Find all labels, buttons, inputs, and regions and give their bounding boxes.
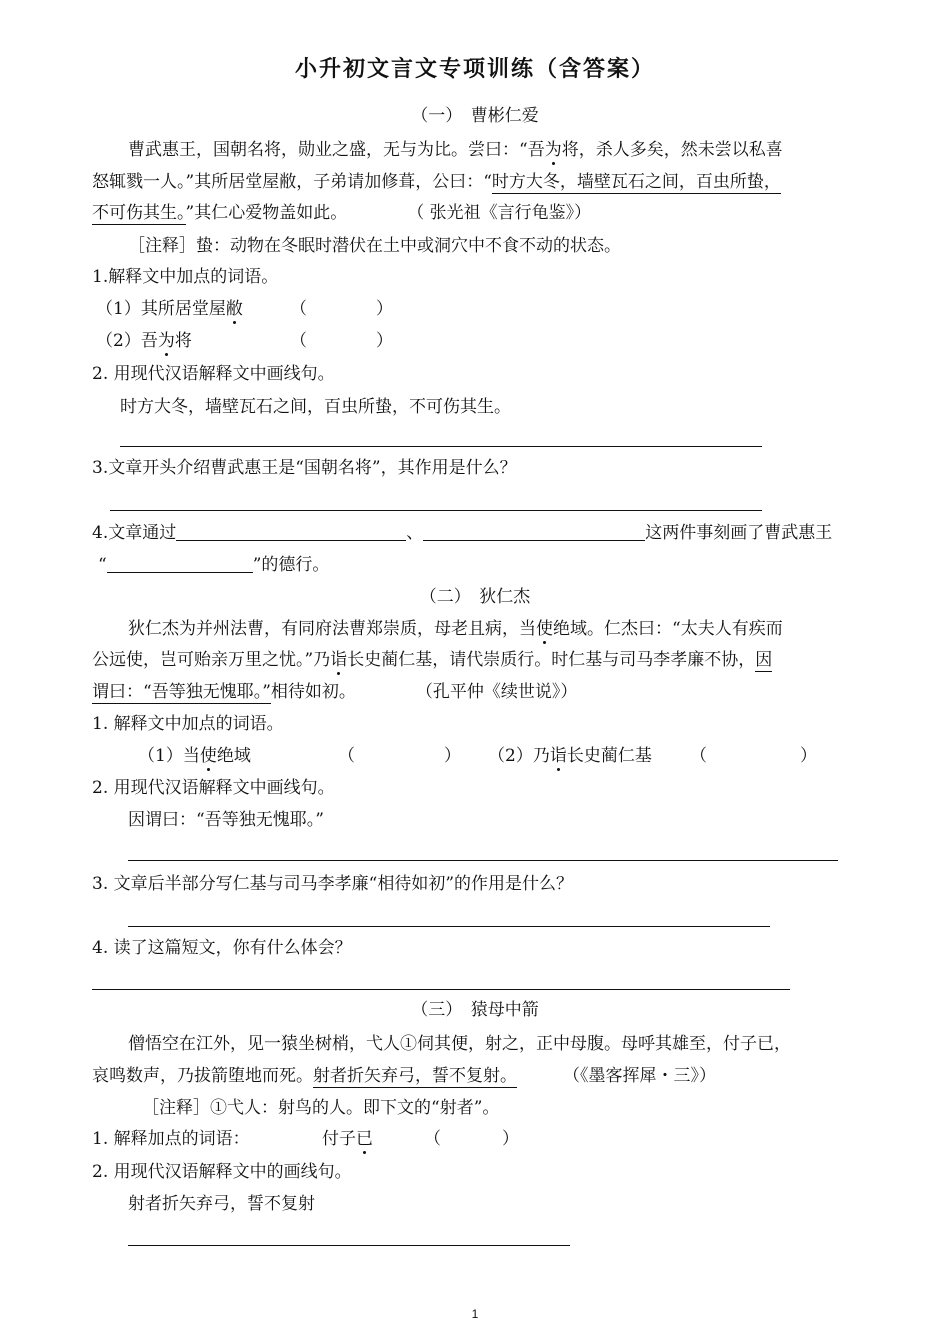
s2-q1-paren-close-1: ）	[444, 746, 461, 766]
underlined-sentence: 因	[755, 650, 773, 670]
s3-passage-line-2: 哀鸣数声，乃拔箭堕地而死。射者折矢弃弓，誓不复射。 （《墨客挥犀・三》）	[92, 1066, 716, 1086]
dotted-char: 敝	[225, 299, 243, 319]
underlined-sentence: 不可伤其生。	[92, 203, 186, 223]
s1-q1-item-2: （2）吾为将	[96, 331, 192, 351]
underlined-sentence: 谓曰：“吾等独无愧耶。”	[92, 682, 271, 702]
s2-q1-item-1: （1）当使绝域	[138, 746, 251, 766]
s1-passage-line-2: 怒辄戮一人。”其所居堂屋敝，子弟请加修葺，公曰：“时方大冬，墙壁瓦石之间，百虫所蛰，	[92, 172, 781, 192]
s2-q2-sentence: 因谓曰：“吾等独无愧耶。”	[128, 810, 324, 830]
answer-line[interactable]	[110, 510, 762, 511]
section-3-heading: （三） 猿母中箭	[411, 1000, 539, 1020]
s1-question-1: 1.解释文中加点的词语。	[92, 267, 279, 287]
source-citation: （《墨客挥犀・三》）	[563, 1066, 716, 1086]
answer-line[interactable]	[128, 926, 770, 927]
s2-q1-paren-close-2: ）	[800, 746, 817, 766]
s1-question-4: 4.文章通过 、 这两件事刻画了曹武惠王	[92, 523, 833, 543]
s3-q1-paren-close: ）	[502, 1129, 519, 1149]
s2-question-2: 2. 用现代汉语解释文中画线句。	[92, 778, 335, 798]
s3-note: ［注释］①弋人：射鸟的人。即下文的“射者”。	[142, 1098, 500, 1118]
section-2-heading: （二） 狄仁杰	[419, 587, 531, 607]
answer-line[interactable]	[128, 1245, 570, 1246]
answer-line[interactable]	[92, 989, 790, 990]
answer-line[interactable]	[128, 860, 838, 861]
s1-q1-paren-close-2: ）	[376, 331, 393, 351]
s3-question-2: 2. 用现代汉语解释文中的画线句。	[92, 1162, 352, 1182]
s1-passage-line-1: 曹武惠王，国朝名将，勋业之盛，无与为比。尝曰：“吾为将，杀人多矣，然未尝以私喜	[128, 140, 783, 160]
dotted-char: 使	[199, 746, 217, 766]
s3-q1-word: 付子已	[322, 1129, 373, 1149]
source-citation: （ 张光祖《言行龟鉴》）	[407, 203, 592, 223]
s2-q1-paren-open-2: （	[690, 746, 707, 766]
dotted-char: 为	[157, 331, 175, 351]
page-title: 小升初文言文专项训练（含答案）	[294, 57, 655, 82]
source-citation: （孔平仲《续世说》）	[415, 682, 578, 702]
s2-question-4: 4. 读了这篇短文，你有什么体会？	[92, 938, 352, 958]
dotted-char: 使	[536, 619, 553, 639]
s1-question-3: 3.文章开头介绍曹武惠王是“国朝名将”，其作用是什么？	[92, 458, 517, 478]
dotted-char: 已	[356, 1129, 373, 1149]
s2-passage-line-1: 狄仁杰为并州法曹，有同府法曹郑崇质，母老且病，当使绝域。仁杰曰：“太夫人有疾而	[128, 619, 783, 639]
page-number: 1	[471, 1307, 479, 1321]
s2-passage-line-2: 公远使，岂可贻亲万里之忧。”乃诣长史蔺仁基，请代崇质行。时仁基与司马李孝廉不协，因	[92, 650, 773, 670]
answer-line[interactable]	[120, 446, 762, 447]
s2-passage-line-3: 谓曰：“吾等独无愧耶。”相待如初。 （孔平仲《续世说》）	[92, 682, 578, 702]
s3-q2-sentence: 射者折矢弃弓，誓不复射	[128, 1194, 315, 1214]
s2-question-1: 1. 解释文中加点的词语。	[92, 714, 284, 734]
s2-q1-paren-open-1: （	[338, 746, 355, 766]
dotted-char: 诣	[549, 746, 567, 766]
s2-q1-item-2: （2）乃诣长史蔺仁基	[488, 746, 652, 766]
s1-passage-line-3: 不可伤其生。”其仁心爱物盖如此。 （ 张光祖《言行龟鉴》）	[92, 203, 592, 223]
answer-blank[interactable]	[107, 554, 253, 573]
s1-q1-item-1: （1）其所居堂屋敝	[96, 299, 243, 319]
s1-q2-sentence: 时方大冬，墙壁瓦石之间，百虫所蛰，不可伤其生。	[120, 397, 511, 417]
s1-question-4-cont: “ ”的德行。	[98, 555, 330, 575]
answer-blank[interactable]	[423, 522, 645, 541]
answer-blank[interactable]	[176, 522, 406, 541]
underlined-sentence: 射者折矢弃弓，誓不复射。	[313, 1066, 517, 1086]
s3-question-1: 1. 解释加点的词语：	[92, 1129, 250, 1149]
s2-question-3: 3. 文章后半部分写仁基与司马李孝廉“相待如初”的作用是什么？	[92, 874, 574, 894]
s3-q1-paren-open: （	[424, 1129, 441, 1149]
s3-passage-line-1: 僧悟空在江外，见一猿坐树梢，弋人①伺其便，射之，正中母腹。母呼其雄至，付子已，	[128, 1034, 791, 1054]
s1-note: ［注释］蛰：动物在冬眠时潜伏在土中或洞穴中不食不动的状态。	[128, 236, 621, 256]
s1-question-2: 2. 用现代汉语解释文中画线句。	[92, 364, 335, 384]
underlined-sentence: 时方大冬，墙壁瓦石之间，百虫所蛰，	[491, 172, 781, 192]
s1-q1-paren-open-2: （	[290, 331, 307, 351]
s1-q1-paren-close-1: ）	[376, 299, 393, 319]
s1-q1-paren-open-1: （	[290, 299, 307, 319]
dotted-char: 为	[544, 140, 562, 160]
section-1-heading: （一） 曹彬仁爱	[411, 106, 539, 126]
dotted-char: 诣	[330, 650, 348, 670]
